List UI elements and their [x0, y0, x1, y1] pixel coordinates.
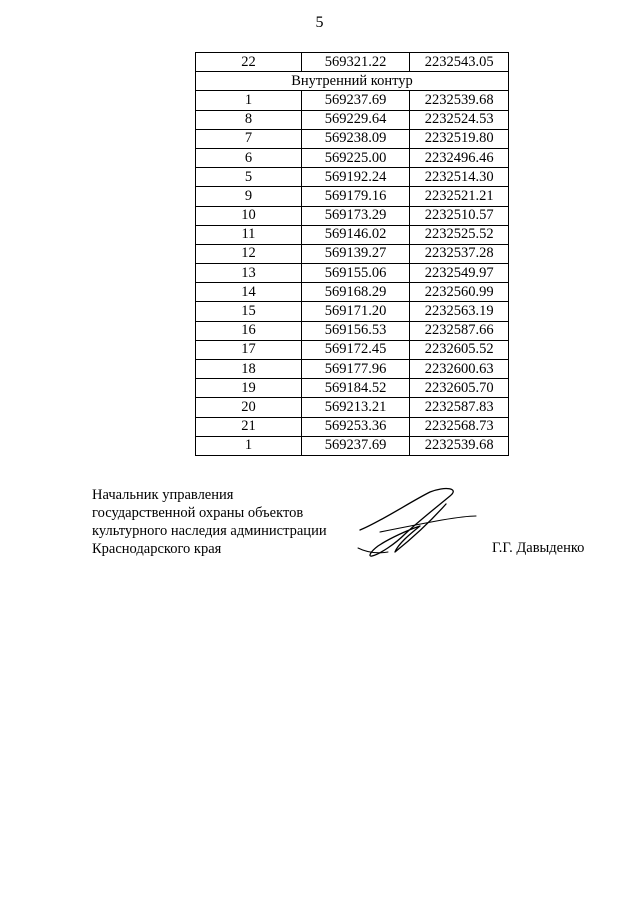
- table-row: [196, 187, 509, 206]
- point-number: 9: [196, 187, 302, 206]
- table-row: [196, 398, 509, 417]
- coordinate-x: 569172.45: [301, 340, 409, 359]
- coordinate-x: 569173.29: [301, 206, 409, 225]
- point-number: 7: [196, 129, 302, 148]
- coordinate-x: 569192.24: [301, 168, 409, 187]
- point-number: 1: [196, 91, 302, 110]
- coordinate-y: 2232524.53: [410, 110, 509, 129]
- coordinate-y: 2232521.21: [410, 187, 509, 206]
- page-number: 5: [315, 14, 324, 31]
- coordinate-x: 569177.96: [301, 360, 409, 379]
- section-header-row: [196, 72, 509, 91]
- handwritten-signature: [350, 482, 480, 562]
- table-row: [196, 225, 509, 244]
- coordinate-x: 569229.64: [301, 110, 409, 129]
- coordinate-x: 569156.53: [301, 321, 409, 340]
- coordinate-y: 2232496.46: [410, 148, 509, 167]
- signatory-title-line: государственной охраны объектов: [92, 505, 304, 521]
- coordinate-y: 2232539.68: [410, 91, 509, 110]
- coordinate-x: 569179.16: [301, 187, 409, 206]
- point-number: 15: [196, 302, 302, 321]
- table-row: [196, 129, 509, 148]
- coordinate-x: 569139.27: [301, 244, 409, 263]
- coordinate-y: 2232587.83: [410, 398, 509, 417]
- coordinate-y: 2232560.99: [410, 283, 509, 302]
- coordinate-y: 2232510.57: [410, 206, 509, 225]
- table-row: [196, 302, 509, 321]
- table-row: [196, 110, 509, 129]
- point-number: 21: [196, 417, 302, 436]
- point-number: 17: [196, 340, 302, 359]
- coordinate-x: 569171.20: [301, 302, 409, 321]
- coordinate-y: 2232539.68: [410, 436, 509, 455]
- coordinate-x: 569146.02: [301, 225, 409, 244]
- coordinate-x: 569238.09: [301, 129, 409, 148]
- table-row: [196, 148, 509, 167]
- coordinate-y: 2232568.73: [410, 417, 509, 436]
- table-row: [196, 321, 509, 340]
- signatory-title: [92, 486, 327, 558]
- coordinate-y: 2232587.66: [410, 321, 509, 340]
- point-number: 8: [196, 110, 302, 129]
- table-row: [196, 340, 509, 359]
- coordinate-x: 569184.52: [301, 379, 409, 398]
- coordinate-y: 2232605.70: [410, 379, 509, 398]
- signatory-title-line: Начальник управления: [92, 487, 234, 503]
- point-number: 5: [196, 168, 302, 187]
- point-number: 6: [196, 148, 302, 167]
- table-row: [196, 283, 509, 302]
- coordinate-x: 569213.21: [301, 398, 409, 417]
- coordinate-y: 2232549.97: [410, 264, 509, 283]
- coordinate-y: 2232605.52: [410, 340, 509, 359]
- coordinate-x: 569225.00: [301, 148, 409, 167]
- table-row: [196, 244, 509, 263]
- coordinate-y: 2232600.63: [410, 360, 509, 379]
- table-row: [196, 264, 509, 283]
- signatory-title-line: Краснодарского края: [92, 541, 222, 557]
- point-number: 1: [196, 436, 302, 455]
- point-number: 12: [196, 244, 302, 263]
- point-number: 20: [196, 398, 302, 417]
- coordinate-x: 569237.69: [301, 91, 409, 110]
- table-row: [196, 53, 509, 72]
- coordinate-y: 2232519.80: [410, 129, 509, 148]
- coordinate-y: 2232525.52: [410, 225, 509, 244]
- coordinate-y: 2232563.19: [410, 302, 509, 321]
- table-row: [196, 379, 509, 398]
- coordinate-x: 569155.06: [301, 264, 409, 283]
- coordinate-x: 569253.36: [301, 417, 409, 436]
- coordinate-x: 569321.22: [301, 53, 409, 72]
- point-number: 19: [196, 379, 302, 398]
- point-number: 14: [196, 283, 302, 302]
- coordinate-y: 2232543.05: [410, 53, 509, 72]
- coordinate-x: 569237.69: [301, 436, 409, 455]
- table-row: [196, 417, 509, 436]
- point-number: 16: [196, 321, 302, 340]
- table-row: [196, 168, 509, 187]
- point-number: 10: [196, 206, 302, 225]
- coordinate-y: 2232514.30: [410, 168, 509, 187]
- signatory-title-line: культурного наследия администрации: [92, 523, 327, 539]
- point-number: 13: [196, 264, 302, 283]
- coordinates-table: [195, 52, 509, 456]
- coordinate-x: 569168.29: [301, 283, 409, 302]
- table-row: [196, 436, 509, 455]
- point-number: 18: [196, 360, 302, 379]
- table-row: [196, 360, 509, 379]
- section-title: Внутренний контур: [196, 72, 509, 91]
- coordinate-y: 2232537.28: [410, 244, 509, 263]
- table-row: [196, 91, 509, 110]
- point-number: 22: [196, 53, 302, 72]
- table-row: [196, 206, 509, 225]
- signatory-name: Г.Г. Давыденко: [492, 540, 585, 556]
- point-number: 11: [196, 225, 302, 244]
